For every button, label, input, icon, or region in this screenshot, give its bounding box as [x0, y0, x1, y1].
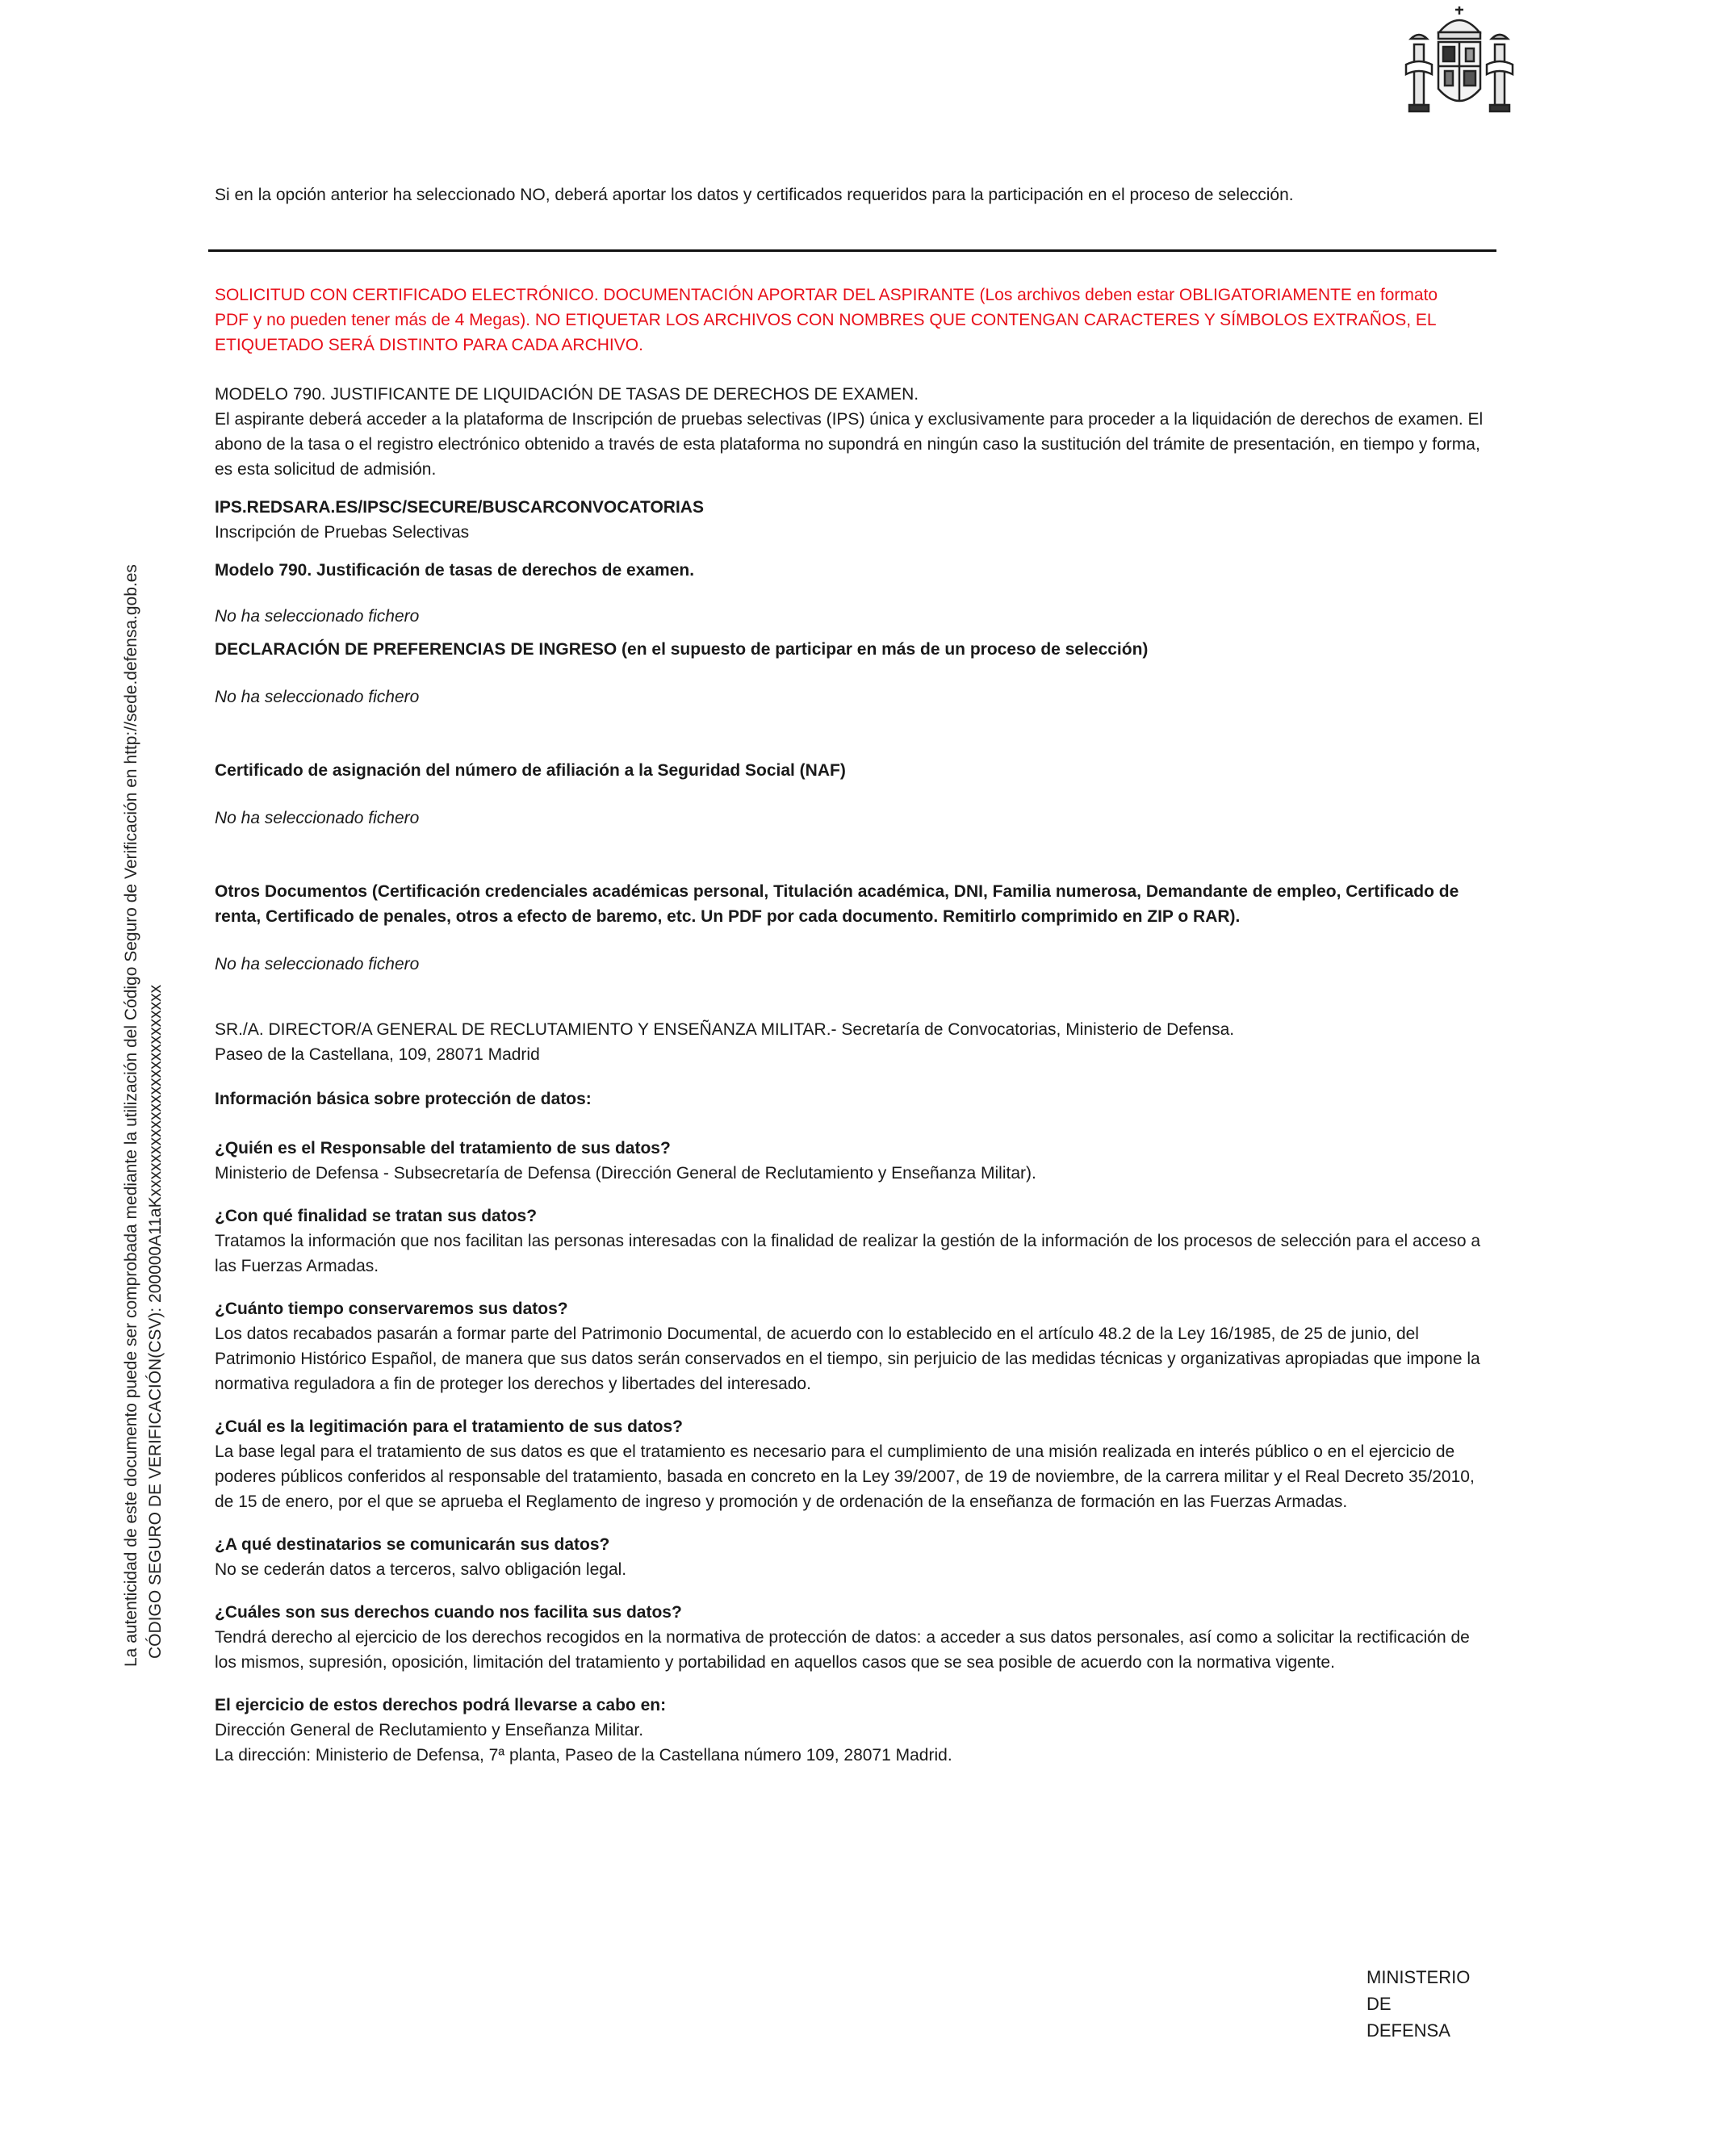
modelo-title: MODELO 790. JUSTIFICANTE DE LIQUIDACIÓN DE TASAS DE DERECHOS DE EXAMEN. — [215, 385, 919, 404]
privacy-a-destinatarios: No se cederán datos a terceros, salvo obligación legal. — [215, 1560, 627, 1579]
privacy-q-responsable: ¿Quién es el Responsable del tratamiento de sus datos? — [215, 1139, 671, 1158]
file-status-modelo-790[interactable]: No ha seleccionado fichero — [215, 607, 420, 626]
privacy-a-responsable: Ministerio de Defensa - Subsecretaría de Defensa (Dirección General de Reclutamiento y Enseñanza Militar). — [215, 1164, 1036, 1183]
footer-line-3: DEFENSA — [1367, 2020, 1450, 2041]
privacy-q-finalidad: ¿Con qué finalidad se tratan sus datos? — [215, 1207, 538, 1225]
crest-icon — [1403, 0, 1516, 121]
coat-of-arms-logo — [1403, 0, 1516, 121]
privacy-exercise-line-2: La dirección: Ministerio de Defensa, 7ª planta, Paseo de la Castellana número 109, 28071 Madrid. — [215, 1746, 952, 1765]
addressee-line-1: SR./A. DIRECTOR/A GENERAL DE RECLUTAMIENTO Y ENSEÑANZA MILITAR.- Secretaría de Convocatorias, Ministerio de Defensa. — [215, 1020, 1235, 1039]
file-label-otros: Otros Documentos (Certificación credenciales académicas personal, Titulación académica, DNI, Familia numerosa, Demandante de empleo, Certificado de renta, Certificado de penales, otros a efecto de baremo, etc. Un PDF por cada documento. Remitirlo comprimido en ZIP o RAR). — [215, 882, 1459, 926]
side-note-line-1: La autenticidad de este documento puede ser comprobada mediante la utilización del Código Seguro de Verificación en http://sede.defensa.gob.es — [122, 564, 140, 1667]
privacy-heading: Información básica sobre protección de datos: — [215, 1090, 592, 1108]
privacy-q-conservacion: ¿Cuánto tiempo conservaremos sus datos? — [215, 1300, 568, 1318]
ministry-footer — [1367, 1964, 1470, 2044]
addressee-line-2: Paseo de la Castellana, 109, 28071 Madrid — [215, 1045, 540, 1064]
file-status-preferencias[interactable]: No ha seleccionado fichero — [215, 688, 420, 706]
side-note-line-2: CÓDIGO SEGURO DE VERIFICACIÓN(CSV): 200000A11aKxxxxxxxxxxxxxxxxxxxxxxxxx — [146, 984, 165, 1659]
privacy-q-destinatarios: ¿A qué destinatarios se comunicarán sus datos? — [215, 1535, 610, 1554]
privacy-a-finalidad: Tratamos la información que nos facilitan las personas interesadas con la finalidad de realizar la gestión de la información de los procesos de selección para el acceso a las Fuerzas Armadas. — [215, 1232, 1481, 1275]
file-label-preferencias: DECLARACIÓN DE PREFERENCIAS DE INGRESO (en el supuesto de participar en más de un proceso de selección) — [215, 640, 1149, 659]
separator-line — [208, 249, 1496, 252]
footer-line-2: DE — [1367, 1994, 1392, 2014]
red-notice: SOLICITUD CON CERTIFICADO ELECTRÓNICO. DOCUMENTACIÓN APORTAR DEL ASPIRANTE (Los archivos deben estar OBLIGATORIAMENTE en formato PDF y no pueden tener más de 4 Megas). NO ETIQUETAR LOS ARCHIVOS CON NOMBRES QUE CONTENGAN CARACTERES Y SÍMBOLOS EXTRAÑOS, EL ETIQUETADO SERÁ DISTINTO PARA CADA ARCHIVO. — [215, 286, 1438, 354]
ips-url-caption: Inscripción de Pruebas Selectivas — [215, 523, 470, 542]
intro-text: Si en la opción anterior ha seleccionado NO, deberá aportar los datos y certificados requeridos para la participación en el proceso de selección. — [215, 186, 1294, 204]
privacy-a-derechos: Tendrá derecho al ejercicio de los derechos recogidos en la normativa de protección de datos: a acceder a sus datos personales, así como a solicitar la rectificación de los mismos, supresión, oposición, limitación del tratamiento y portabilidad en aquellos casos que se sea posible de acuerdo con la normativa vigente. — [215, 1628, 1470, 1672]
privacy-exercise-heading: El ejercicio de estos derechos podrá llevarse a cabo en: — [215, 1696, 667, 1714]
file-label-modelo-790: Modelo 790. Justificación de tasas de derechos de examen. — [215, 561, 695, 580]
file-status-naf[interactable]: No ha seleccionado fichero — [215, 809, 420, 827]
privacy-a-conservacion: Los datos recabados pasarán a formar parte del Patrimonio Documental, de acuerdo con lo establecido en el artículo 48.2 de la Ley 16/1985, de 25 de junio, del Patrimonio Histórico Español, de manera que sus datos serán conservados en el tiempo, sin perjuicio de las medidas técnicas y organizativas apropiadas que impone la normativa reguladora a fin de proteger los derechos y libertades del interesado. — [215, 1325, 1480, 1393]
privacy-q-legitimacion: ¿Cuál es la legitimación para el tratamiento de sus datos? — [215, 1417, 683, 1436]
file-label-naf: Certificado de asignación del número de afiliación a la Seguridad Social (NAF) — [215, 761, 846, 780]
footer-line-1: MINISTERIO — [1367, 1967, 1471, 1987]
main-content — [215, 283, 1490, 1768]
privacy-q-derechos: ¿Cuáles son sus derechos cuando nos facilita sus datos? — [215, 1603, 682, 1622]
verification-side-note — [119, 343, 208, 1667]
modelo-text: El aspirante deberá acceder a la plataforma de Inscripción de pruebas selectivas (IPS) única y exclusivamente para proceder a la liquidación de derechos de examen. El abono de la tasa o el registro electrónico obtenido a través de esta plataforma no supondrá en ningún caso la sustitución del trámite de presentación, en tiempo y forma, es esta solicitud de admisión. — [215, 410, 1484, 479]
privacy-a-legitimacion: La base legal para el tratamiento de sus datos es que el tratamiento es necesario para el cumplimiento de una misión realizada en interés público o en el ejercicio de poderes públicos conferidos al responsable del tratamiento, basada en concreto en la Ley 39/2007, de 19 de noviembre, de la carrera militar y el Real Decreto 35/2010, de 15 de enero, por el que se aprueba el Reglamento de ingreso y promoción y de ordenación de la enseñanza de formación en las Fuerzas Armadas. — [215, 1442, 1475, 1511]
privacy-exercise-line-1: Dirección General de Reclutamiento y Enseñanza Militar. — [215, 1721, 644, 1739]
intro-block — [215, 182, 1425, 207]
ips-url-link[interactable]: IPS.REDSARA.ES/IPSC/SECURE/BUSCARCONVOCATORIAS — [215, 498, 704, 517]
file-status-otros[interactable]: No ha seleccionado fichero — [215, 955, 420, 973]
